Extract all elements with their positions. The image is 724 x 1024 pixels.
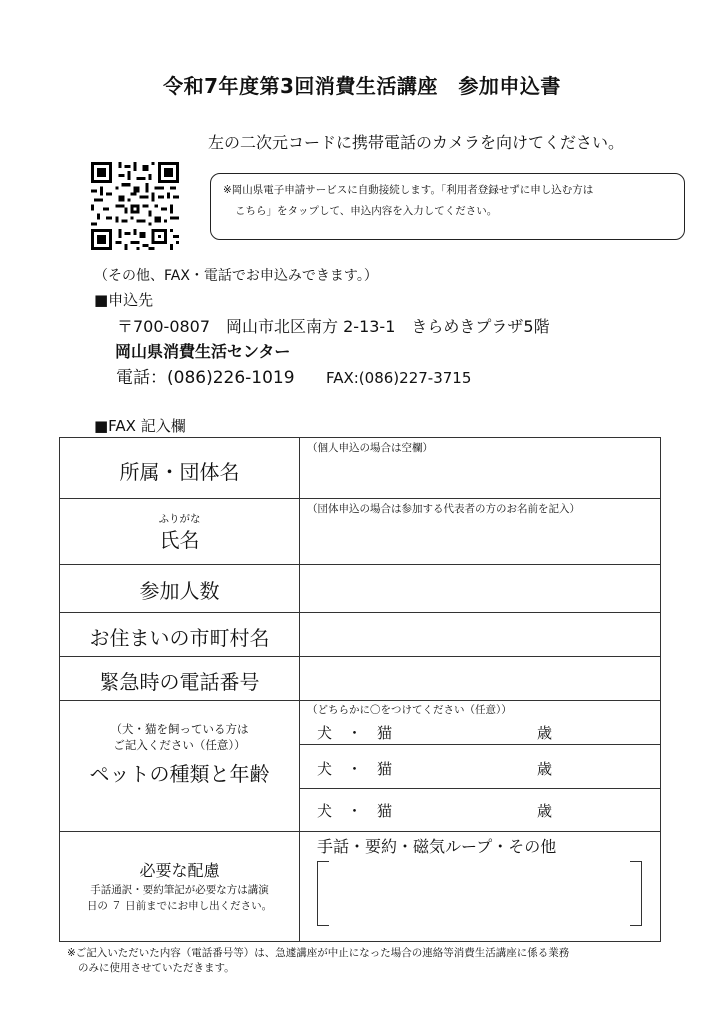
name-label: 氏名 [159,528,200,552]
page-title: 令和7年度第3回消費生活講座 参加申込書 [163,74,561,98]
qr-instruction: 左の二次元コードに携帯電話のカメラを向けてください。 [208,133,625,152]
pet-age-1: 歳 [537,724,553,742]
fax-form-table [59,437,661,942]
phone-number: 電話：(086)226-1019 [116,368,295,388]
row-divider [60,700,660,701]
application-heading: ■申込先 [94,291,154,309]
fax-section-heading: ■FAX 記入欄 [94,417,186,435]
address: 〒700-0807 岡山市北区南方 2-13-1 きらめきプラザ5階 [117,317,550,336]
municipality-label: お住まいの市町村名 [89,626,270,650]
name-ruby: ふりがな [158,513,201,525]
pet-age-3: 歳 [537,802,553,820]
row-divider [60,498,660,499]
footnote-line-1: ※ご記入いただいた内容（電話番号等）は、急遽講座が中止になった場合の連絡等消費生活講座に係る業務 [67,947,570,959]
pet-kind-3[interactable]: 犬 ・ 猫 [317,802,393,820]
pet-row-divider [299,744,660,745]
qr-code-icon[interactable] [91,162,179,250]
center-name: 岡山県消費生活センター [115,342,291,361]
footnote [67,946,569,976]
accommodation-options[interactable]: 手話・要約・磁気ループ・その他 [317,837,557,856]
pet-hint: （どちらかに〇をつけてください（任意）） [307,704,512,716]
pet-age-2: 歳 [537,760,553,778]
pet-kind-2[interactable]: 犬 ・ 猫 [317,760,393,778]
fax-number: FAX:(086)227-3715 [325,369,472,387]
row-divider [60,831,660,832]
affiliation-field[interactable] [300,456,660,498]
left-bracket [317,861,329,926]
participants-label: 参加人数 [139,579,220,603]
notice-line-1: ※岡山県電子申請サービスに自動接続します。「利用者登録せずに申し込む方は [223,184,594,196]
participants-field[interactable] [300,565,660,612]
municipality-field[interactable] [300,613,660,656]
name-field[interactable] [300,518,660,564]
footnote-line-2: のみに使用させていただきます。 [78,962,235,974]
pet-note-1: （犬・猫を飼っている方は [110,722,249,736]
pet-label: ペットの種類と年齢 [89,762,270,786]
right-bracket [630,861,642,926]
pet-note-2: ご記入ください（任意）） [113,738,246,752]
pet-row-divider [299,788,660,789]
accommodation-note-1: 手話通訳・要約筆記が必要な方は講演 [90,884,269,896]
other-methods-note: （その他、FAX・電話でお申込みできます。） [94,268,378,284]
emergency-phone-label: 緊急時の電話番号 [99,670,260,694]
accommodation-other-field[interactable] [332,861,628,926]
name-hint: （団体申込の場合は参加する代表者の方のお名前を記入） [307,503,580,515]
notice-line-2: こちら」をタップして、申込内容を入力してください。 [235,205,498,217]
emergency-phone-field[interactable] [300,657,660,700]
notice-box [210,173,685,240]
accommodation-note-2: 日の ７ 日前までにお申し出ください。 [86,900,273,912]
affiliation-hint: （個人申込の場合は空欄） [307,442,433,454]
accommodation-label: 必要な配慮 [139,861,220,880]
contact-numbers [116,363,471,388]
affiliation-label: 所属・団体名 [119,460,240,484]
pet-kind-1[interactable]: 犬 ・ 猫 [317,724,393,742]
